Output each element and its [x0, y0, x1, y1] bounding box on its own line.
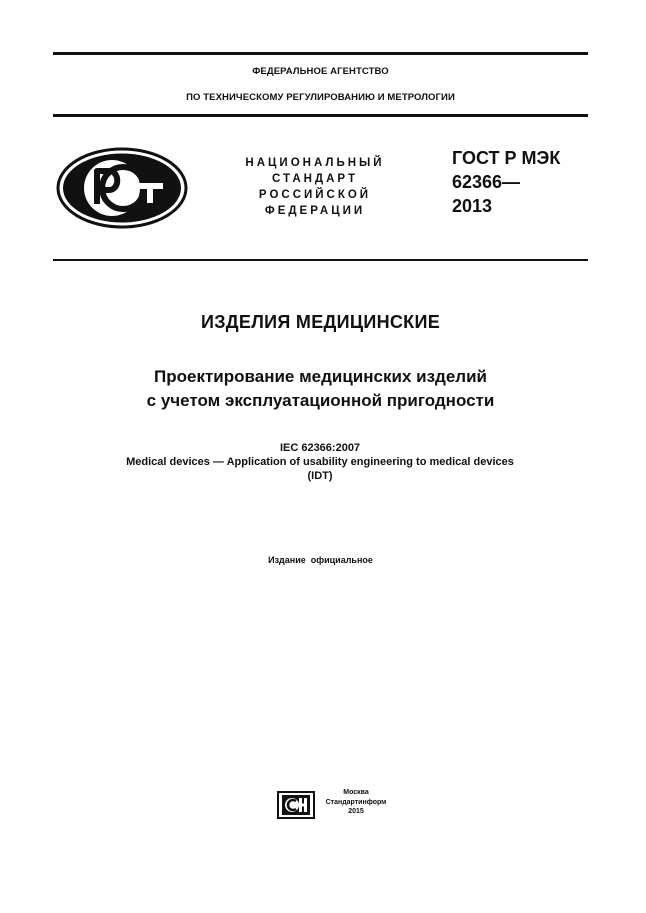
standartinform-publisher-icon: [277, 791, 315, 819]
reference-title: Medical devices — Application of usability engineering to medical devices: [126, 456, 514, 468]
document-subtitle: [53, 365, 588, 413]
middle-rule: [53, 114, 588, 117]
national-standard-label: [222, 155, 408, 219]
standard-type-line: НАЦИОНАЛЬНЫЙ: [245, 157, 385, 169]
rst-certification-mark-icon: [56, 147, 188, 229]
edition-label: Издание официальное: [268, 555, 373, 565]
publisher-year: 2015: [348, 808, 364, 815]
agency-name-line-1: ФЕДЕРАЛЬНОЕ АГЕНТСТВО: [252, 66, 389, 77]
document-title: ИЗДЕЛИЯ МЕДИЦИНСКИЕ: [200, 312, 441, 332]
bottom-rule: [53, 259, 588, 261]
publisher-city: Москва: [343, 789, 369, 796]
standard-type-line: СТАНДАРТ: [272, 173, 358, 185]
top-rule: [53, 52, 588, 55]
standard-type-line: РОССИЙСКОЙ: [258, 189, 372, 201]
subtitle-line: с учетом эксплуатационной пригодности: [146, 391, 495, 410]
standard-type-line: ФЕДЕРАЦИИ: [264, 205, 366, 217]
designation-line: 2013: [452, 196, 493, 216]
reference-code: IEC 62366:2007: [279, 442, 361, 454]
reference-status: (IDT): [307, 470, 333, 482]
subtitle-line: Проектирование медицинских изделий: [154, 367, 487, 386]
agency-name-line-2: ПО ТЕХНИЧЕСКОМУ РЕГУЛИРОВАНИЮ И МЕТРОЛОГИИ: [186, 92, 455, 103]
designation-line: ГОСТ Р МЭК: [452, 148, 561, 168]
standard-designation: [452, 146, 560, 218]
publisher-name: Стандартинформ: [325, 798, 387, 806]
international-reference: [40, 441, 600, 483]
designation-line: 62366—: [452, 172, 521, 192]
publisher-imprint: [316, 788, 396, 817]
